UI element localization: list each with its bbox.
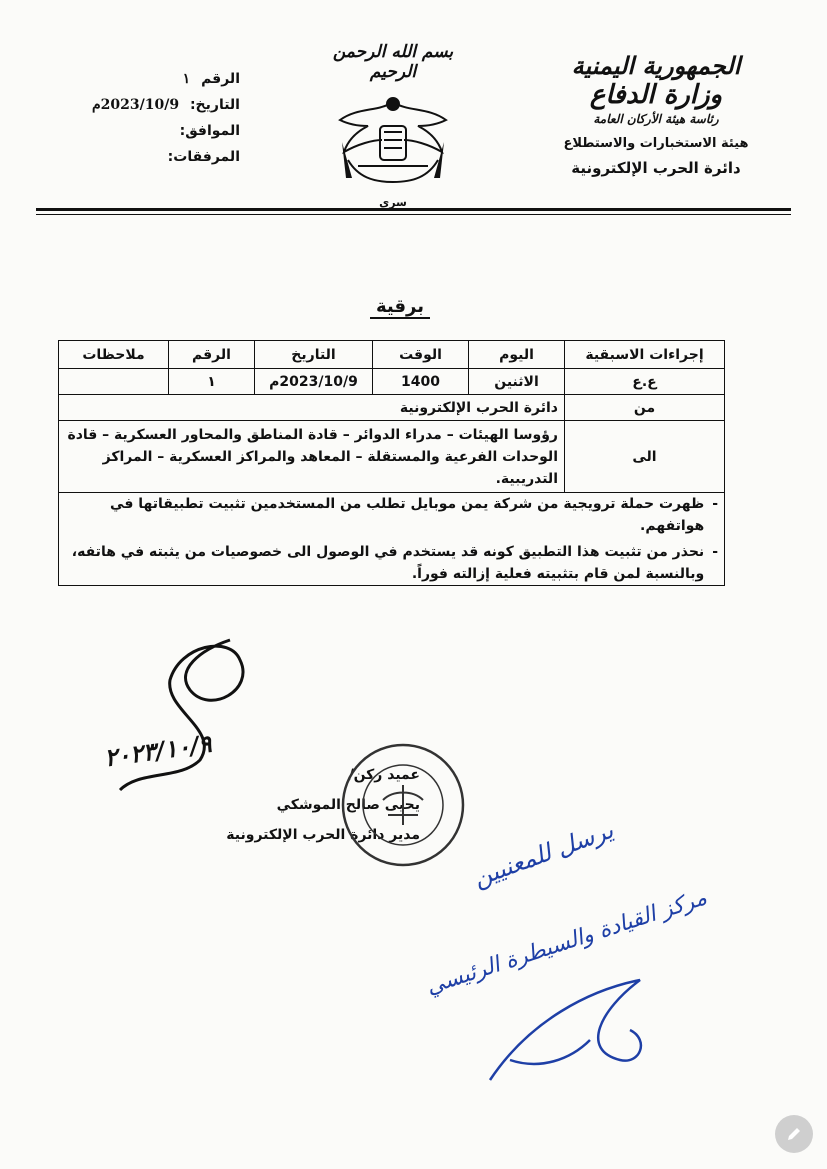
number-row xyxy=(70,66,240,92)
list-item xyxy=(65,493,718,537)
from-label: من xyxy=(565,395,725,421)
letterhead-center xyxy=(318,42,468,209)
signer-title: مدير دائرة الحرب الإلكترونية xyxy=(226,827,420,843)
body-row xyxy=(59,493,725,586)
to-value: رؤوسا الهيئات – مدراء الدوائر – قادة المناطق والمحاور العسكرية – قادة الوحدات الفرعية والمستقلة – المعاهد والمراكز العسكرية – المراكز التدريبية. xyxy=(59,421,565,493)
date-row xyxy=(70,92,240,118)
bullet-text: ظهرت حملة ترويجية من شركة يمن موبايل تطلب من المستخدمين تثبيت تطبيقاتها في هواتفهم. xyxy=(110,496,705,534)
eagle-emblem-icon xyxy=(318,82,468,192)
annotation-line-1: يرسل للمعنيين xyxy=(469,815,617,893)
to-row xyxy=(59,421,725,493)
header-number: الرقم xyxy=(169,341,255,369)
basmala: بسم الله الرحمن الرحيم xyxy=(332,42,454,82)
signer-name: يحيى صالح الموشكي xyxy=(276,797,420,813)
header-notes: ملاحظات xyxy=(59,341,169,369)
value-number: ١ xyxy=(169,369,255,395)
list-item xyxy=(65,541,718,585)
header-time: الوقت xyxy=(373,341,469,369)
letterhead-right xyxy=(541,52,771,177)
header-divider-thin xyxy=(36,214,791,215)
date-label: التاريخ: xyxy=(189,97,240,113)
header-divider xyxy=(36,208,791,211)
letter-meta xyxy=(70,66,240,170)
header-precedence: إجراءات الاسبقية xyxy=(565,341,725,369)
from-row xyxy=(59,395,725,421)
table-header-row xyxy=(59,341,725,369)
hijri-row xyxy=(70,118,240,144)
pencil-icon xyxy=(785,1125,803,1143)
ministry-name: وزارة الدفاع xyxy=(589,80,723,110)
header-day: اليوم xyxy=(469,341,565,369)
telegram-table xyxy=(58,340,725,586)
presidency-name: رئاسة هيئة الأركان العامة xyxy=(593,112,719,126)
to-label: الى xyxy=(565,421,725,493)
bullet-dash: - xyxy=(712,544,718,560)
table-values-row xyxy=(59,369,725,395)
annotation-line-2: مركز القيادة والسيطرة الرئيسي xyxy=(423,885,710,1000)
bullet-dash: - xyxy=(712,496,718,512)
body-cell xyxy=(59,493,725,586)
classification-mark: سري xyxy=(379,196,407,209)
blue-signature-scribble xyxy=(470,960,670,1100)
value-date: 2023/10/9م xyxy=(255,369,373,395)
value-time: 1400 xyxy=(373,369,469,395)
official-stamp-icon xyxy=(338,740,468,870)
value-notes xyxy=(59,369,169,395)
signer-rank: عميد ركن/ xyxy=(348,767,420,783)
attachments-label: المرفقات: xyxy=(167,149,240,165)
value-precedence: ع.ع xyxy=(565,369,725,395)
attachments-row xyxy=(70,144,240,170)
edit-button[interactable] xyxy=(775,1115,813,1153)
department-name: دائرة الحرب الإلكترونية xyxy=(571,159,741,177)
handwritten-date: ٢٠٢٣/١٠/٩ xyxy=(102,728,214,773)
document-title-text: برقية xyxy=(370,296,430,319)
number-label: الرقم xyxy=(201,71,240,87)
number-value: ١ xyxy=(182,71,191,87)
bullet-text: نحذر من تثبيت هذا التطبيق كونه قد يستخدم في الوصول الى خصوصيات من يثبته في هاتفه، وبالنسبة لمن قام بتثبيته فعلية إزالته فوراً. xyxy=(71,544,705,582)
authority-name: هيئة الاستخبارات والاستطلاع xyxy=(563,136,749,151)
header-date: التاريخ xyxy=(255,341,373,369)
hijri-label: الموافق: xyxy=(179,123,240,139)
country-name: الجمهورية اليمنية xyxy=(571,51,741,80)
value-day: الاثنين xyxy=(469,369,565,395)
date-value: 2023/10/9م xyxy=(91,97,180,113)
document-title xyxy=(340,296,460,317)
from-value: دائرة الحرب الإلكترونية xyxy=(59,395,565,421)
